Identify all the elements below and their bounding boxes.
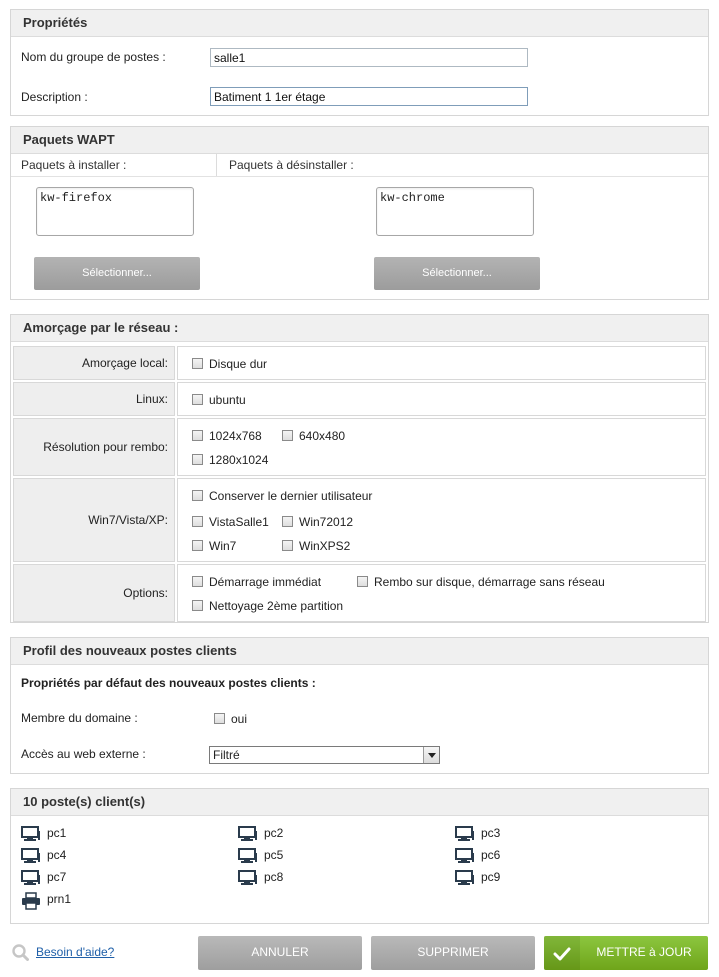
chevron-down-icon[interactable] [423, 747, 439, 763]
options-label: Options: [13, 564, 175, 622]
client-item[interactable] [238, 848, 298, 866]
description-label: Description : [21, 90, 88, 104]
client-name[interactable]: pc6 [481, 848, 501, 862]
uninstall-header: Paquets à désinstaller : [229, 158, 354, 172]
group-name-label: Nom du groupe de postes : [21, 50, 166, 64]
subheader-rule [11, 176, 708, 177]
client-name[interactable]: pc2 [264, 826, 284, 840]
clients-title: 10 poste(s) client(s) [11, 789, 708, 816]
domain-yes-checkbox[interactable]: oui [214, 712, 247, 726]
win-label: Win7/Vista/XP: [13, 478, 175, 562]
client-name[interactable]: pc7 [47, 870, 67, 884]
res-1280-checkbox[interactable]: 1280x1024 [192, 453, 268, 467]
monitor-icon [21, 848, 41, 864]
clients-panel [10, 788, 709, 924]
boot-local-label: Amorçage local: [13, 346, 175, 380]
printer-icon [21, 892, 41, 910]
monitor-icon [455, 870, 475, 886]
monitor-icon [238, 848, 258, 864]
profile-subtitle: Propriétés par défaut des nouveaux postes clients : [21, 676, 316, 690]
options-row [13, 564, 706, 622]
client-item[interactable] [238, 870, 298, 888]
wapt-panel [10, 126, 709, 300]
client-item[interactable] [21, 848, 81, 866]
web-access-value: Filtré [213, 748, 240, 762]
client-item[interactable] [238, 826, 298, 844]
install-header: Paquets à installer : [21, 158, 127, 172]
vistasalle1-checkbox[interactable]: VistaSalle1 [192, 515, 269, 529]
ubuntu-checkbox[interactable]: ubuntu [192, 393, 246, 407]
client-item[interactable] [455, 848, 515, 866]
boot-title: Amorçage par le réseau : [11, 315, 708, 342]
select-install-button[interactable]: Sélectionner... [34, 257, 200, 290]
profile-panel [10, 637, 709, 774]
linux-label: Linux: [13, 382, 175, 416]
select-uninstall-button[interactable]: Sélectionner... [374, 257, 540, 290]
update-icon-box [544, 936, 580, 970]
client-name[interactable]: prn1 [47, 892, 72, 906]
web-access-select[interactable] [209, 746, 440, 764]
client-item[interactable] [21, 870, 81, 888]
cancel-button[interactable]: ANNULER [198, 936, 362, 970]
client-item[interactable] [21, 892, 81, 910]
properties-panel [10, 9, 709, 116]
client-name[interactable]: pc1 [47, 826, 67, 840]
client-item[interactable] [455, 826, 515, 844]
group-name-input[interactable] [210, 48, 528, 67]
win7-checkbox[interactable]: Win7 [192, 539, 236, 553]
boot-panel [10, 314, 709, 623]
win-row [13, 478, 706, 562]
clean-partition-checkbox[interactable]: Nettoyage 2ème partition [192, 599, 343, 613]
client-name[interactable]: pc9 [481, 870, 501, 884]
res-1024-checkbox[interactable]: 1024x768 [192, 429, 262, 443]
update-button[interactable] [544, 936, 708, 970]
install-packages-textarea[interactable]: kw-firefox [36, 187, 194, 236]
resolution-label: Résolution pour rembo: [13, 418, 175, 476]
res-640-checkbox[interactable]: 640x480 [282, 429, 345, 443]
boot-local-row [13, 346, 706, 380]
client-item[interactable] [21, 826, 81, 844]
monitor-icon [455, 848, 475, 864]
winxps2-checkbox[interactable]: WinXPS2 [282, 539, 350, 553]
checkmark-icon [553, 947, 571, 961]
update-label: METTRE à JOUR [596, 945, 692, 959]
delete-button[interactable]: SUPPRIMER [371, 936, 535, 970]
keep-user-checkbox[interactable]: Conserver le dernier utilisateur [192, 489, 372, 503]
immediate-start-checkbox[interactable]: Démarrage immédiat [192, 575, 321, 589]
monitor-icon [238, 826, 258, 842]
linux-row [13, 382, 706, 416]
monitor-icon [455, 826, 475, 842]
win72012-checkbox[interactable]: Win72012 [282, 515, 353, 529]
monitor-icon [21, 826, 41, 842]
uninstall-packages-textarea[interactable]: kw-chrome [376, 187, 534, 236]
help-link-label[interactable]: Besoin d'aide? [36, 945, 115, 959]
monitor-icon [238, 870, 258, 886]
header-divider [216, 154, 217, 176]
client-name[interactable]: pc5 [264, 848, 284, 862]
resolution-row [13, 418, 706, 476]
client-name[interactable]: pc4 [47, 848, 67, 862]
web-access-label: Accès au web externe : [21, 747, 146, 761]
hard-disk-checkbox[interactable]: Disque dur [192, 357, 267, 371]
domain-label: Membre du domaine : [21, 711, 138, 725]
monitor-icon [21, 870, 41, 886]
description-input[interactable] [210, 87, 528, 106]
magnifier-icon [12, 944, 29, 961]
properties-title: Propriétés [11, 10, 708, 37]
wapt-title: Paquets WAPT [11, 127, 708, 154]
profile-title: Profil des nouveaux postes clients [11, 638, 708, 665]
rembo-disk-checkbox[interactable]: Rembo sur disque, démarrage sans réseau [357, 575, 605, 589]
client-name[interactable]: pc8 [264, 870, 284, 884]
client-item[interactable] [455, 870, 515, 888]
client-name[interactable]: pc3 [481, 826, 501, 840]
